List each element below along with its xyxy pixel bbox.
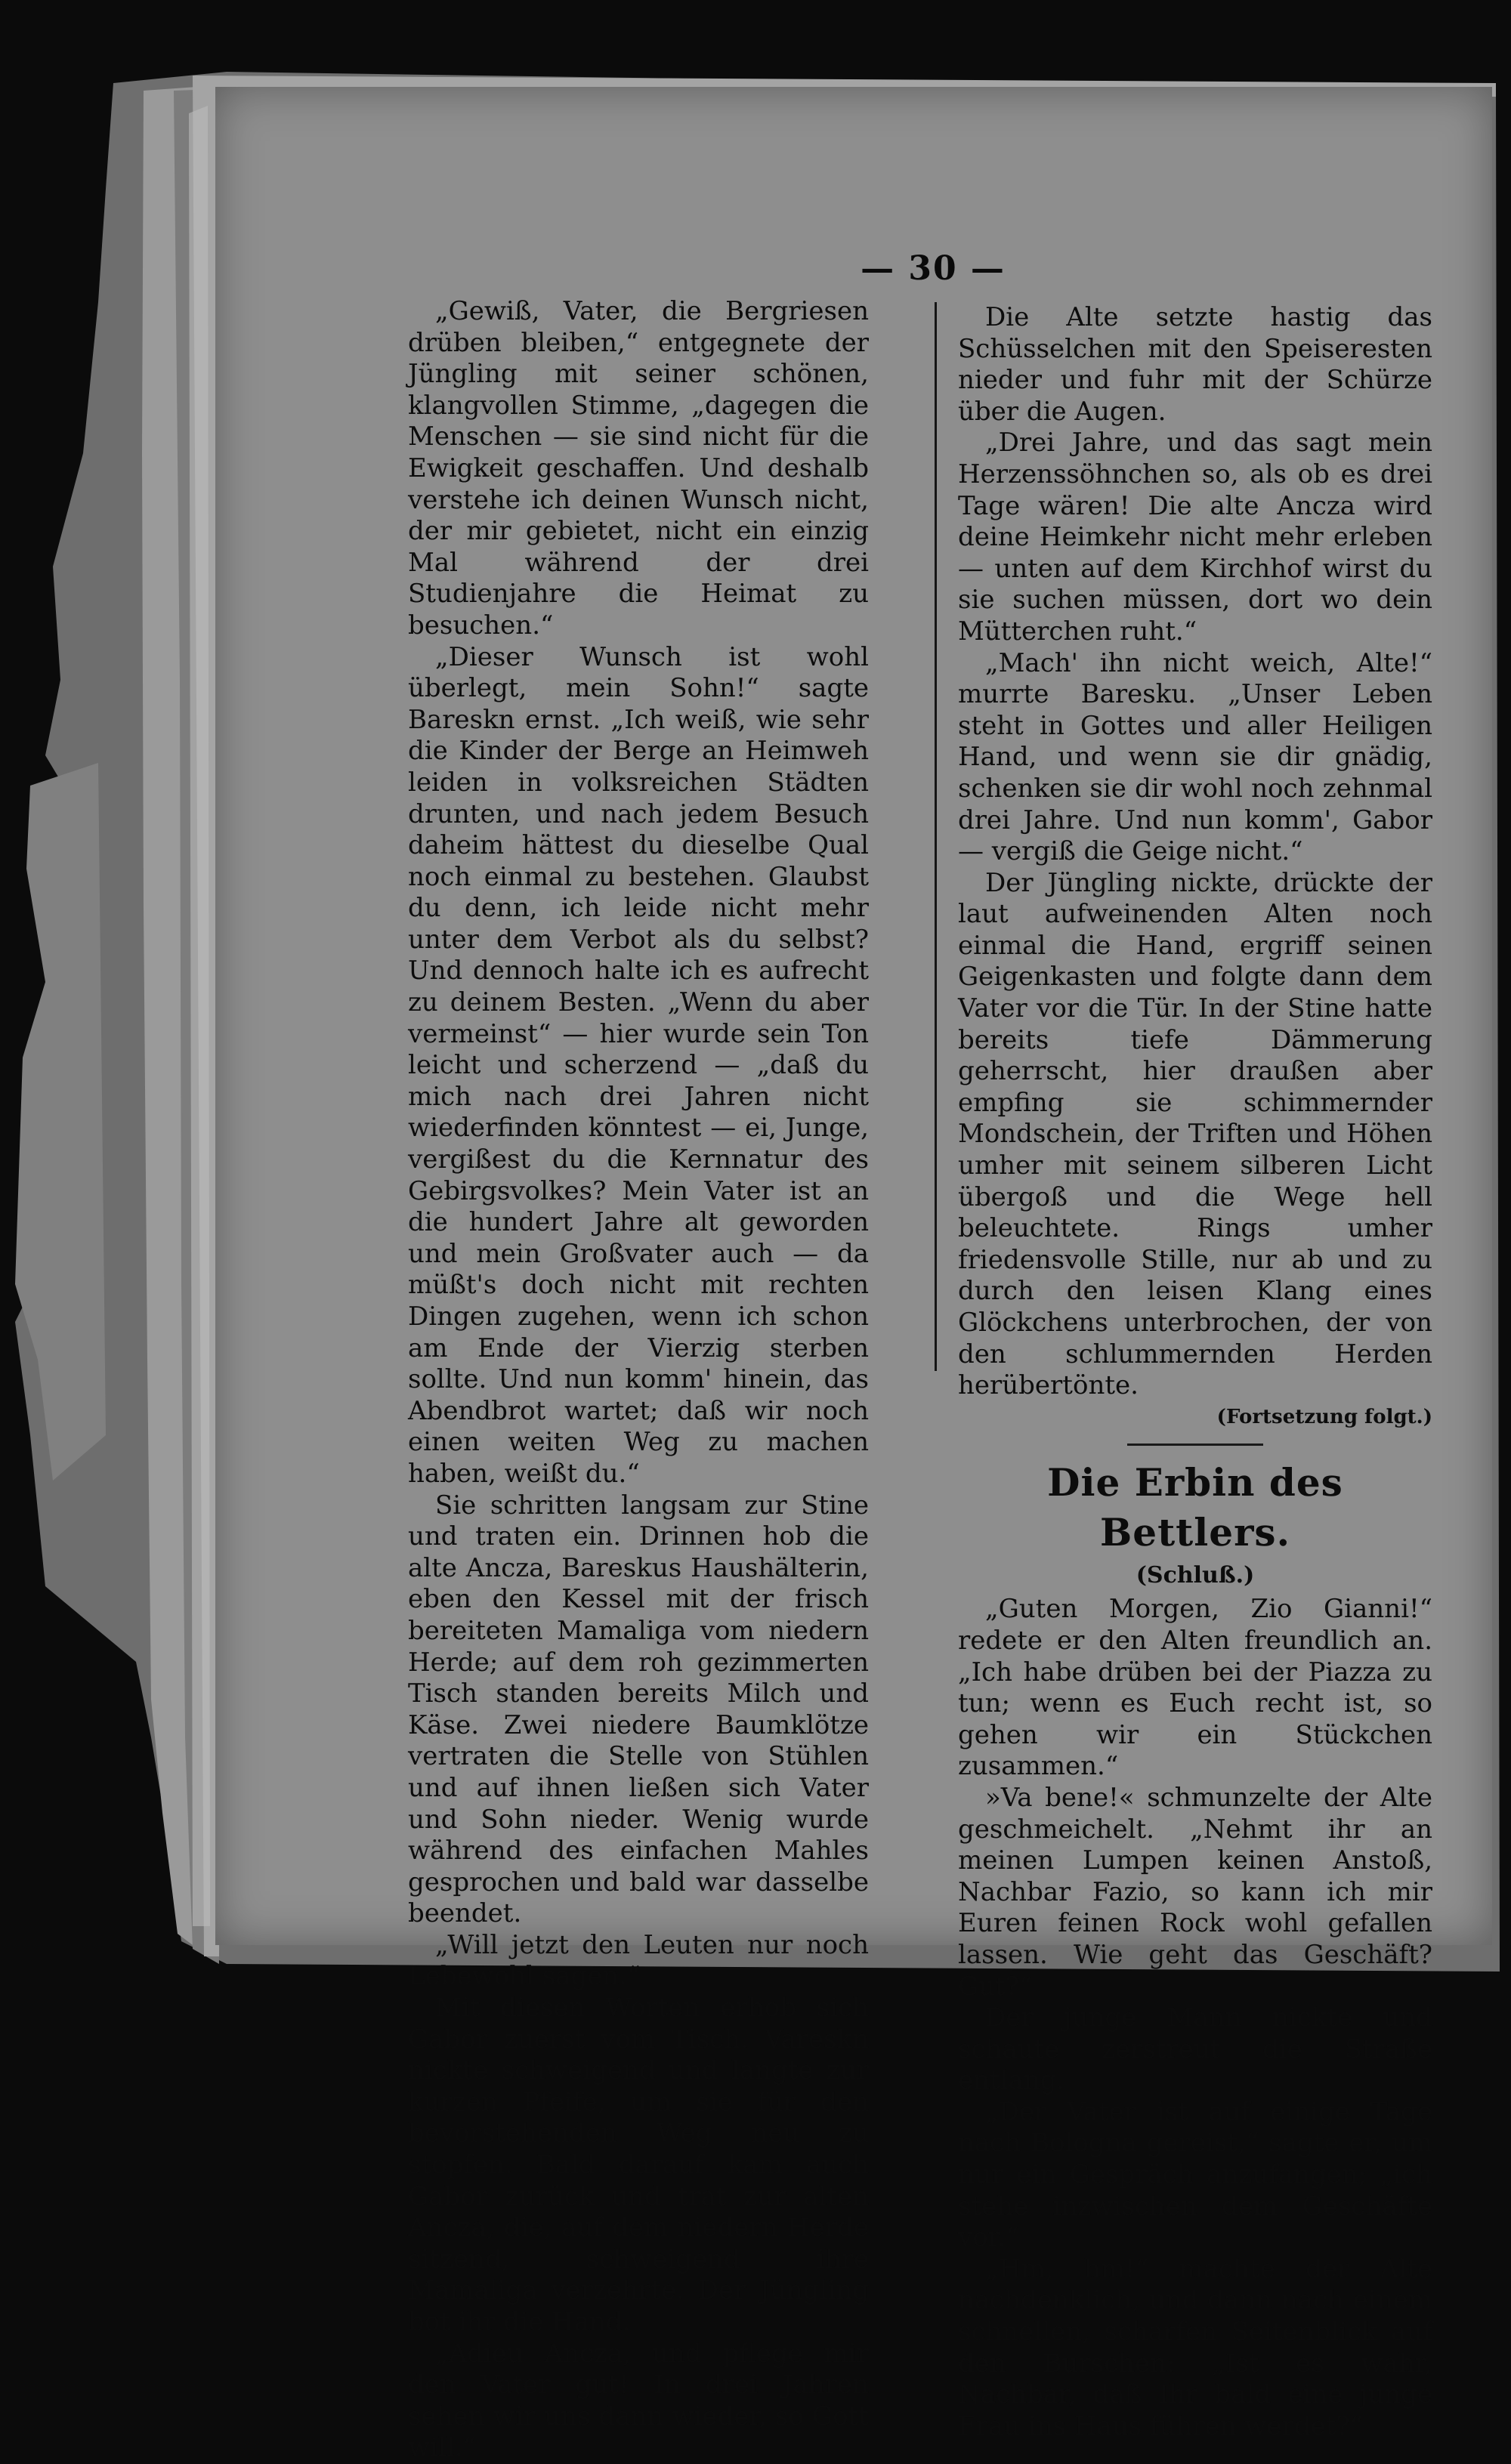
paragraph: „Guten Morgen, Zio Gianni!“ redete er den Alten freundlich an. „Ich habe drüben bei der Piazza zu tun; wenn es Euch recht ist, so gehen wir ein Stückchen zusammen.“ bbox=[958, 1594, 1432, 1782]
story-title: Die Erbin des Bettlers. bbox=[1047, 1460, 1343, 1555]
section-divider bbox=[1127, 1444, 1263, 1446]
column-divider bbox=[935, 302, 937, 1371]
paragraph: „Will jetzt den Leuten nur noch Lebewohl sagen.“ bbox=[408, 1929, 869, 1992]
paragraph: „Adieu Ancza, und pflege mir den Vater gut! In drei Jahren sehen wir uns dann wieder, so Gott will.“ bbox=[408, 2338, 869, 2463]
paragraph: Der Jüngling nickte, drückte der laut aufweinenden Alten noch einmal die Hand, ergriff seinen Geigenkasten und folgte dann dem Vater vor die Tür. In der Stine hatte bereits tiefe Dämmerung geherrscht, hier draußen aber empfing sie schimmernder Mondschein, der Triften und Höhen umher mit seinem silberen Licht übergoß und die Wege hell beleuchtete. Rings umher friedensvolle Stille, nur ab und zu durch den leisen Klang eines Glöckchens unterbrochen, der von den schlummernden Herden herübertönte. bbox=[958, 867, 1432, 1401]
continuation-note: (Fortsetzung folgt.) bbox=[1216, 1405, 1432, 1428]
paragraph: »Va bene!« schmunzelte der Alte geschmeichelt. „Nehmt ihr an meinen Lumpen keinen Anstoß, Nachbar Fazio, so kann ich mir Euren feinen Rock wohl gefallen lassen. Wie geht das Geschäft? Gut?“ bbox=[958, 1782, 1432, 2002]
paragraph: „Der Vater ist auf einige Tage nach Bologna gereist,“ sagte er, um nur ein Gespräch anzufangen; „ich stehe inzwischen dem Geschäfte vor.“ bbox=[958, 2096, 1432, 2253]
paragraph: „Drei Jahre, und das sagt mein Herzenssöhnchen so, als ob es drei Tage wären! Die alte Ancza wird deine Heimkehr nicht mehr erleben — unten auf dem Kirchhof wirst du sie suchen müssen, dort wo dein Mütterchen ruht.“ bbox=[958, 428, 1432, 647]
paragraph: „Dieser Wunsch ist wohl überlegt, mein Sohn!“ sagte Bareskn ernst. „Ich weiß, wie sehr die Kinder der Berge an Heimweh leiden in volksreichen Städten drunten, und nach jedem Besuch daheim hättest du dieselbe Qual noch einmal zu bestehen. Glaubst du denn, ich leide nicht mehr unter dem Verbot als du selbst? Und dennoch halte ich es aufrecht zu deinem Besten. „Wenn du aber vermeinst“ — hier wurde sein Ton leicht und scherzend — „daß du mich nach drei Jahren nicht wiederfinden könntest — ei, Junge, vergißest du die Kernnatur des Gebirgsvolkes? Mein Vater ist an die hundert Jahre alt geworden und mein Großvater auch — da müßt's doch nicht mit rechten Dingen zugehen, wenn ich schon am Ende der Vierzig sterben sollte. Und nun komm' hinein, das Abendbrot wartet; daß wir noch einen weiten Weg zu machen haben, weißt du.“ bbox=[408, 641, 869, 1489]
paragraph: „Gewiß, Vater, die Bergriesen drüben bleiben,“ entgegnete der Jüngling mit seiner schönen, klangvollen Stimme, „dagegen die Menschen — sie sind nicht für die Ewigkeit geschaffen. Und deshalb verstehe ich deinen Wunsch nicht, der mir gebietet, nicht ein einzig Mal während der drei Studienjahre die Heimat zu besuchen.“ bbox=[408, 296, 869, 641]
paragraph: Sie schritten langsam zur Stine und traten ein. Drinnen hob die alte Ancza, Bareskus Haushälterin, eben den Kessel mit der frisch bereiteten Mamaliga vom niedern Herde; auf dem roh gezimmerten Tisch standen bereits Milch und Käse. Zwei niedere Baumklötze vertraten die Stelle von Stühlen und auf ihnen ließen sich Vater und Sohn nieder. Wenig wurde während des einfachen Mahles gesprochen und bald war dasselbe beendet. bbox=[408, 1490, 869, 1929]
story-subtitle: (Schluß.) bbox=[1136, 1562, 1255, 1589]
paragraph: Der junge Mann nickte und schaute zerstreut die Straße entlang. bbox=[958, 2002, 1432, 2096]
page-number: — 30 — bbox=[861, 249, 1006, 288]
left-text-column bbox=[408, 296, 869, 2464]
paragraph: Die Alte setzte hastig das Schüsselchen mit den Speiseresten nieder und fuhr mit der Schürze über die Augen. bbox=[958, 302, 1432, 427]
paragraph: „Mach' ihn nicht weich, Alte!“ murrte Baresku. „Unser Leben steht in Gottes und aller Heiligen Hand, und wenn sie dir gnädig, schenken sie dir wohl noch zehnmal drei Jahre. Und nun komm', Gabor — vergiß die Geige nicht.“ bbox=[958, 647, 1432, 867]
right-text-column bbox=[958, 302, 1432, 2442]
paragraph: Mit diesen Worten erhob sich Gabor zuerst vom Tisch. Vareskn nickte schweigend und langte zur kurzen Pfeife, um sie für den bevorstehenden Weg neu zu stopfen. Bald darauf kam auch Gabor zurück und trat zur alten Ancza, die, auf dem niedern Herde sitzend, schweigend ihre Mamaliga verzehrte. Der Jüngling bot ihr die Hand. bbox=[408, 1993, 869, 2337]
paragraph: „Hm, hm!“ machte der Alte nachdenklich, und dann nach einem schnellen, scharfen Seitenblick auf den Burschen: „Ist es wahr, Nachbar, daß Ihr bald eine junge Frau ins Haus führen werdet?“ bbox=[958, 2253, 1432, 2441]
